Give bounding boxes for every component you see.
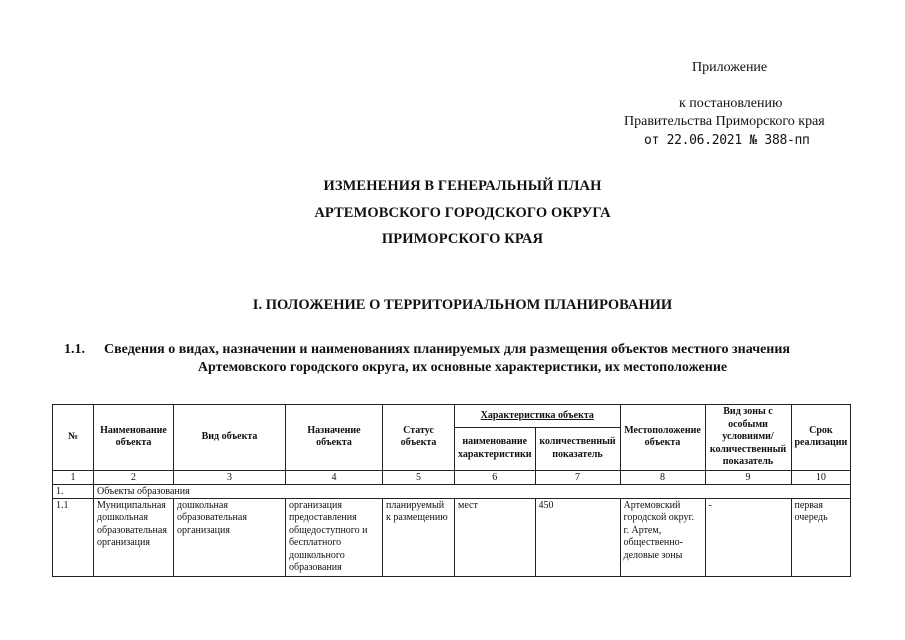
- header-purpose: Назначение объекта: [286, 405, 383, 471]
- row-char-value: 450: [535, 498, 620, 576]
- to-decree-label: к постановлению: [679, 96, 783, 111]
- objects-table: [52, 404, 851, 577]
- row-purpose: организация предоставления общедоступного и бесплатного дошкольного образования: [286, 498, 383, 576]
- header-location: Местоположение объекта: [620, 405, 705, 471]
- header-characteristics: Характеристика объекта: [455, 405, 621, 428]
- group-number: 1.: [53, 484, 94, 498]
- subsection-number: 1.1.: [64, 342, 85, 357]
- row-zone: -: [705, 498, 791, 576]
- header-num: №: [53, 405, 94, 471]
- row-number: 1.1: [53, 498, 94, 576]
- header-char-value: количественный показатель: [535, 428, 620, 470]
- header-kind: Вид объекта: [174, 405, 286, 471]
- header-row-1: [53, 405, 851, 428]
- row-term: первая очередь: [791, 498, 851, 576]
- title-line-1: ИЗМЕНЕНИЯ В ГЕНЕРАЛЬНЫЙ ПЛАН: [323, 178, 602, 194]
- subsection-heading-line-1: Сведения о видах, назначении и наименованиях планируемых для размещения объектов местного значения: [104, 342, 791, 357]
- header-zone: Вид зоны с особыми условиями/ количественный показатель: [705, 405, 791, 471]
- row-location: Артемовский городской округ. г. Артем, общественно-деловые зоны: [620, 498, 705, 576]
- header-term: Срок реализации: [791, 405, 851, 471]
- title-line-3: ПРИМОРСКОГО КРАЯ: [381, 231, 544, 247]
- column-number-row: [53, 470, 851, 484]
- header-status: Статус объекта: [383, 405, 455, 471]
- government-label: Правительства Приморского края: [624, 114, 825, 129]
- column-number: 6: [455, 470, 536, 484]
- column-number: 10: [791, 470, 851, 484]
- column-number: 4: [286, 470, 383, 484]
- column-number: 2: [94, 470, 174, 484]
- header-char-name: наименование характеристики: [455, 428, 536, 470]
- subsection-heading-line-2: Артемовского городского округа, их основные характеристики, их местоположение: [197, 360, 728, 375]
- group-row: [53, 484, 851, 498]
- group-label: Объекты образования: [94, 484, 851, 498]
- row-kind: дошкольная образовательная организация: [174, 498, 286, 576]
- section-heading: I. ПОЛОЖЕНИЕ О ТЕРРИТОРИАЛЬНОМ ПЛАНИРОВАНИИ: [252, 297, 673, 313]
- row-char-name: мест: [455, 498, 536, 576]
- column-number: 7: [535, 470, 620, 484]
- appendix-label: Приложение: [692, 60, 768, 75]
- row-name: Муниципальная дошкольная образовательная организация: [94, 498, 174, 576]
- column-number: 3: [174, 470, 286, 484]
- column-number: 9: [705, 470, 791, 484]
- column-number: 8: [620, 470, 705, 484]
- table-row: [53, 498, 851, 576]
- header-name: Наименование объекта: [94, 405, 174, 471]
- row-status: планируемый к размещению: [383, 498, 455, 576]
- column-number: 1: [53, 470, 94, 484]
- title-line-2: АРТЕМОВСКОГО ГОРОДСКОГО ОКРУГА: [314, 205, 611, 221]
- column-number: 5: [383, 470, 455, 484]
- decree-date: от 22.06.2021 № 388-пп: [644, 133, 810, 148]
